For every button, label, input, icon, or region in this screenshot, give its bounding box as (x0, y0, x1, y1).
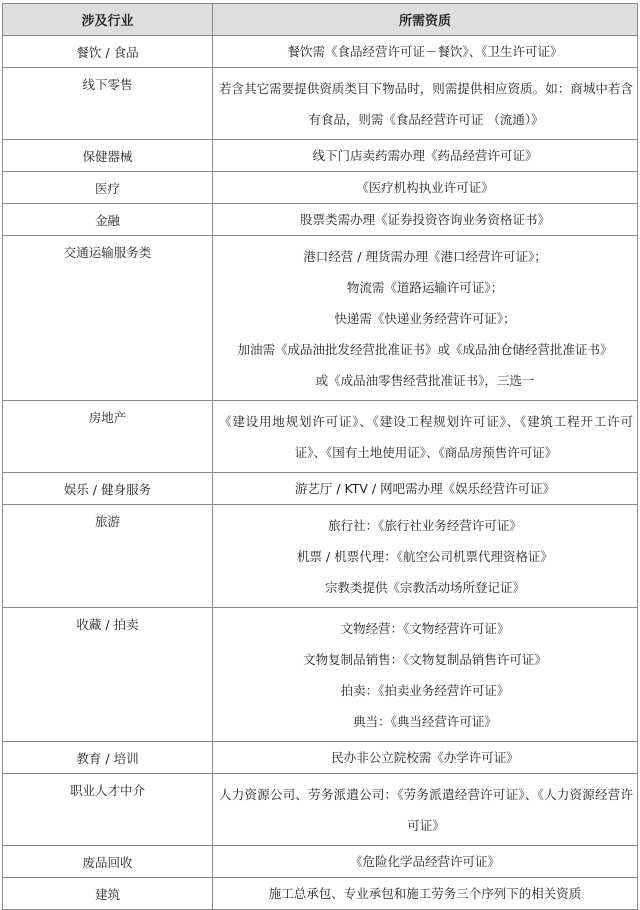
industry-cell: 交通运输服务类 (3, 236, 213, 401)
qualification-cell: 施工总承包、专业承包和施工劳务三个序列下的相关资质 (213, 878, 638, 910)
qualification-line: 或《成品油零售经营批准证书》，三选一 (315, 373, 535, 388)
qualification-cell: 《建设用地规划许可证》、《建设工程规划许可证》、《建筑工程开工许可证》、《国有土地使用证》、《商品房预售许可证》 (213, 401, 638, 473)
qualification-line: 物流需《道路运输许可证》； (346, 280, 504, 295)
qualification-cell: 线下门店卖药需办理《药品经营许可证》 (213, 140, 638, 172)
industry-cell: 餐饮 / 食品 (3, 36, 213, 68)
table-row (3, 236, 638, 401)
qualification-line: 文物复制品销售：《文物复制品销售许可证》 (303, 652, 547, 667)
qualification-line: 旅行社：《旅行社业务经营许可证》 (328, 518, 522, 533)
industry-cell: 医疗 (3, 172, 213, 204)
qualification-cell: 餐饮需《食品经营许可证－餐饮》、《卫生许可证》 (213, 36, 638, 68)
qualification-line: 港口经营 / 理货需办理《港口经营许可证》； (303, 249, 547, 264)
industry-cell: 保健器械 (3, 140, 213, 172)
industry-cell: 教育 / 培训 (3, 742, 213, 774)
table-row (3, 878, 638, 910)
qualification-cell: 民办非公立院校需《办学许可证》 (213, 742, 638, 774)
qualification-cell: 股票类需办理《证券投资咨询业务资格证书》 (213, 204, 638, 236)
table-row (3, 742, 638, 774)
table-row (3, 846, 638, 878)
qualification-line: 快递需《快递业务经营许可证》； (334, 311, 516, 326)
qualification-line: 加油需《成品油批发经营批准证书》或《成品油仓储经营批准证书》 (237, 342, 613, 357)
industry-cell: 废品回收 (3, 846, 213, 878)
table-row (3, 473, 638, 505)
qualification-cell (213, 505, 638, 608)
qualification-cell: 游艺厅 / KTV / 网吧需办理《娱乐经营许可证》 (213, 473, 638, 505)
table-row (3, 68, 638, 140)
qualification-cell (213, 608, 638, 742)
header-industry: 涉及行业 (3, 4, 213, 36)
table-row (3, 172, 638, 204)
table-row (3, 140, 638, 172)
table-row (3, 774, 638, 846)
qualification-table (2, 3, 638, 910)
qualification-cell: 《医疗机构执业许可证》 (213, 172, 638, 204)
qualification-line: 机票 / 机票代理：《航空公司机票代理资格证》 (297, 549, 553, 564)
industry-cell: 收藏 / 拍卖 (3, 608, 213, 742)
table-header-row (3, 4, 638, 36)
qualification-cell: 《危险化学品经营许可证》 (213, 846, 638, 878)
qualification-cell: 若含其它需要提供资质类目下物品时，则需提供相应资质。如：商城中若含有食品，则需《食品经营许可证 （流通）》 (213, 68, 638, 140)
industry-cell: 房地产 (3, 401, 213, 473)
table-row (3, 204, 638, 236)
table-row (3, 401, 638, 473)
qualification-cell: 人力资源公司、劳务派遣公司：《劳务派遣经营许可证》、《人力资源经营许可证》 (213, 774, 638, 846)
qualification-line: 典当：《典当经营许可证》 (353, 714, 497, 729)
qualification-line: 宗教类提供《宗教活动场所登记证》 (324, 580, 525, 595)
table-row (3, 505, 638, 608)
qualification-line: 拍卖：《拍卖业务经营许可证》 (340, 683, 510, 698)
industry-cell: 旅游 (3, 505, 213, 608)
qualification-line: 文物经营：《文物经营许可证》 (340, 621, 510, 636)
table-row (3, 608, 638, 742)
industry-cell: 职业人才中介 (3, 774, 213, 846)
table-row (3, 36, 638, 68)
header-qualification: 所需资质 (213, 4, 638, 36)
industry-cell: 金融 (3, 204, 213, 236)
industry-cell: 建筑 (3, 878, 213, 910)
industry-cell: 线下零售 (3, 68, 213, 140)
industry-cell: 娱乐 / 健身服务 (3, 473, 213, 505)
qualification-cell (213, 236, 638, 401)
